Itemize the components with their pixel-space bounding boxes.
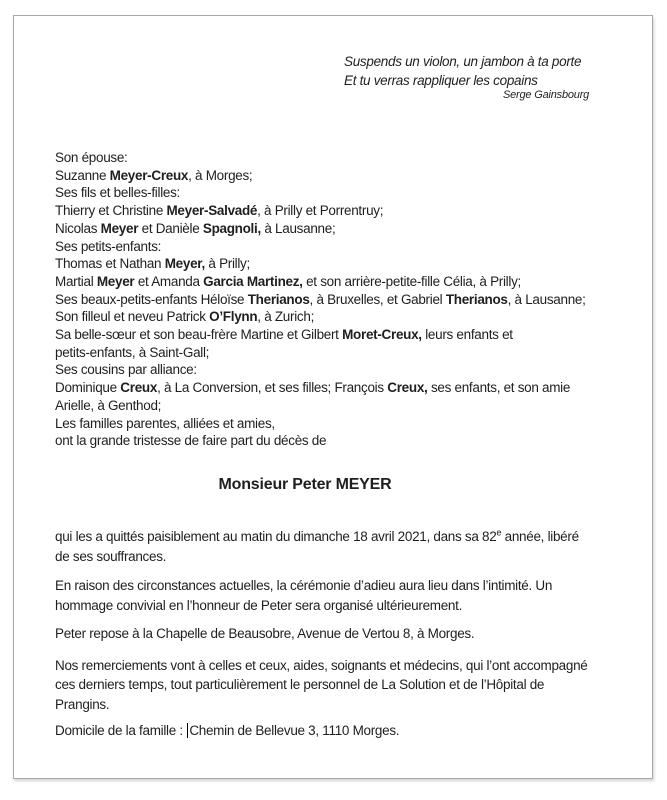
text-run: Domicile de la famille : [55,723,187,738]
text-run: Peter repose à la Chapelle de Beausobre, Avenue de Vertou 8, à Morges. [55,626,475,641]
text-run: Son filleul et neveu Patrick [55,309,210,325]
family-line[interactable] [55,202,586,220]
text-run: Dominique [55,380,121,396]
body-line[interactable] [55,656,588,676]
text-run: Suzanne [55,167,110,183]
bold-name-text: Creux [120,380,158,396]
family-line[interactable] [55,167,586,185]
text-run: Ses fils et belles-filles: [55,185,180,201]
body-line[interactable] [55,527,588,547]
paragraph-ceremony [55,576,588,615]
text-run: hommage convivial en l’honneur de Peter sera organisé ultérieurement. [55,597,463,613]
bold-name-text: Garcia Martinez, [203,273,303,289]
text-run: et son arrière-petite-fille Célia, à Prilly; [302,273,521,289]
family-line[interactable] [55,291,586,309]
bold-name-text: Spagnoli, [202,220,261,236]
text-run: à Prilly; [204,256,250,272]
text-run: , à Lausanne; [507,291,586,307]
text-run: ces derniers temps, tout particulièrement le personnel de La Solution et de l’Hôpital de [55,677,545,692]
text-run: Nicolas [55,220,101,236]
text-run: qui les a quittés paisiblement au matin du dimanche 18 avril 2021, dans sa 82 [55,529,497,544]
family-line[interactable] [55,432,586,450]
text-run: et Danièle [138,220,203,236]
bold-name-text: Meyer [96,273,135,289]
text-run: ses enfants, et son amie [427,380,571,396]
body-line[interactable] [55,695,588,715]
text-run: , à Zurich; [257,309,315,325]
bold-name-text: Meyer-Creux [109,167,189,183]
text-run: Son épouse: [55,150,128,165]
bold-name-text: Therianos [247,291,310,307]
text-run: Thomas et Nathan [55,256,165,272]
family-line[interactable] [55,379,586,397]
family-line[interactable] [55,308,586,326]
paragraph-family-address [55,721,588,741]
text-run: de ses souffrances. [55,548,167,564]
body-line[interactable] [55,675,588,695]
text-run: Arielle, à Genthod; [55,397,162,413]
text-run: Martial [55,273,97,289]
family-line[interactable] [55,238,586,256]
family-line[interactable] [55,415,586,433]
paragraph-repose [55,624,588,644]
text-run: , à Morges; [188,167,253,183]
family-line[interactable] [55,397,586,415]
bold-name-text: Moret-Creux, [342,327,422,343]
text-run: à Lausanne; [260,220,336,236]
text-run: , à La Conversion, et ses filles; François [157,380,388,396]
bold-name-text: Meyer, [164,256,205,272]
family-line[interactable] [55,255,586,273]
text-run: En raison des circonstances actuelles, la cérémonie d’adieu aura lieu dans l’intimité. Un [55,578,553,593]
family-line[interactable] [55,273,586,291]
text-run: et Amanda [134,273,204,289]
bold-name-text: Meyer [100,220,139,236]
body-line[interactable] [55,596,588,616]
text-run: petits-enfants, à Saint-Gall; [55,344,210,360]
body-line[interactable] [55,624,588,644]
text-run: ont la grande tristesse de faire part du décès de [55,433,327,449]
superscript-text: e [496,527,502,538]
bold-name-text: Meyer-Salvadé [166,203,258,219]
deceased-name-heading[interactable]: Monsieur Peter MEYER [218,476,392,493]
family-line[interactable] [55,326,586,344]
text-run: leurs enfants et [421,327,513,343]
paragraph-thanks [55,656,588,715]
document-page[interactable] [13,15,653,779]
text-run: , à Bruxelles, et Gabriel [309,291,446,307]
family-line[interactable] [55,149,586,167]
family-line[interactable] [55,361,586,379]
text-run: Ses beaux-petits-enfants Héloïse [55,291,248,307]
family-line[interactable] [55,184,586,202]
family-list [55,149,586,450]
text-run: Les familles parentes, alliées et amies, [55,415,275,431]
bold-name-text: Creux, [387,380,428,396]
epigraph-line-2[interactable]: Et tu verras rappliquer les copains [344,73,538,88]
text-run: Sa belle-sœur et son beau-frère Martine et Gilbert [55,327,343,343]
bold-name-text: O’Flynn [209,309,258,325]
announcement-body [55,527,588,741]
body-line[interactable] [55,547,588,567]
family-line[interactable] [55,344,586,362]
epigraph-line-1[interactable]: Suspends un violon, un jambon à ta porte [344,54,582,69]
epigraph-quote [344,52,581,90]
text-run: année, libéré [501,529,579,544]
body-line[interactable] [55,576,588,596]
text-run: Chemin de Bellevue 3, 1110 Morges. [189,723,400,738]
bold-name-text: Therianos [445,291,508,307]
text-run: Thierry et Christine [55,203,167,219]
paragraph-death-date [55,527,588,566]
epigraph-attribution[interactable]: Serge Gainsbourg [503,89,590,101]
body-line[interactable] [55,721,588,741]
text-run: Prangins. [55,696,110,712]
text-run: Ses cousins par alliance: [55,362,197,378]
text-run: Nos remerciements vont à celles et ceux, aides, soignants et médecins, qui l’ont accompagné [55,657,588,673]
text-run: , à Prilly et Porrentruy; [257,203,384,219]
text-run: Ses petits-enfants: [55,238,162,254]
family-line[interactable] [55,220,586,238]
